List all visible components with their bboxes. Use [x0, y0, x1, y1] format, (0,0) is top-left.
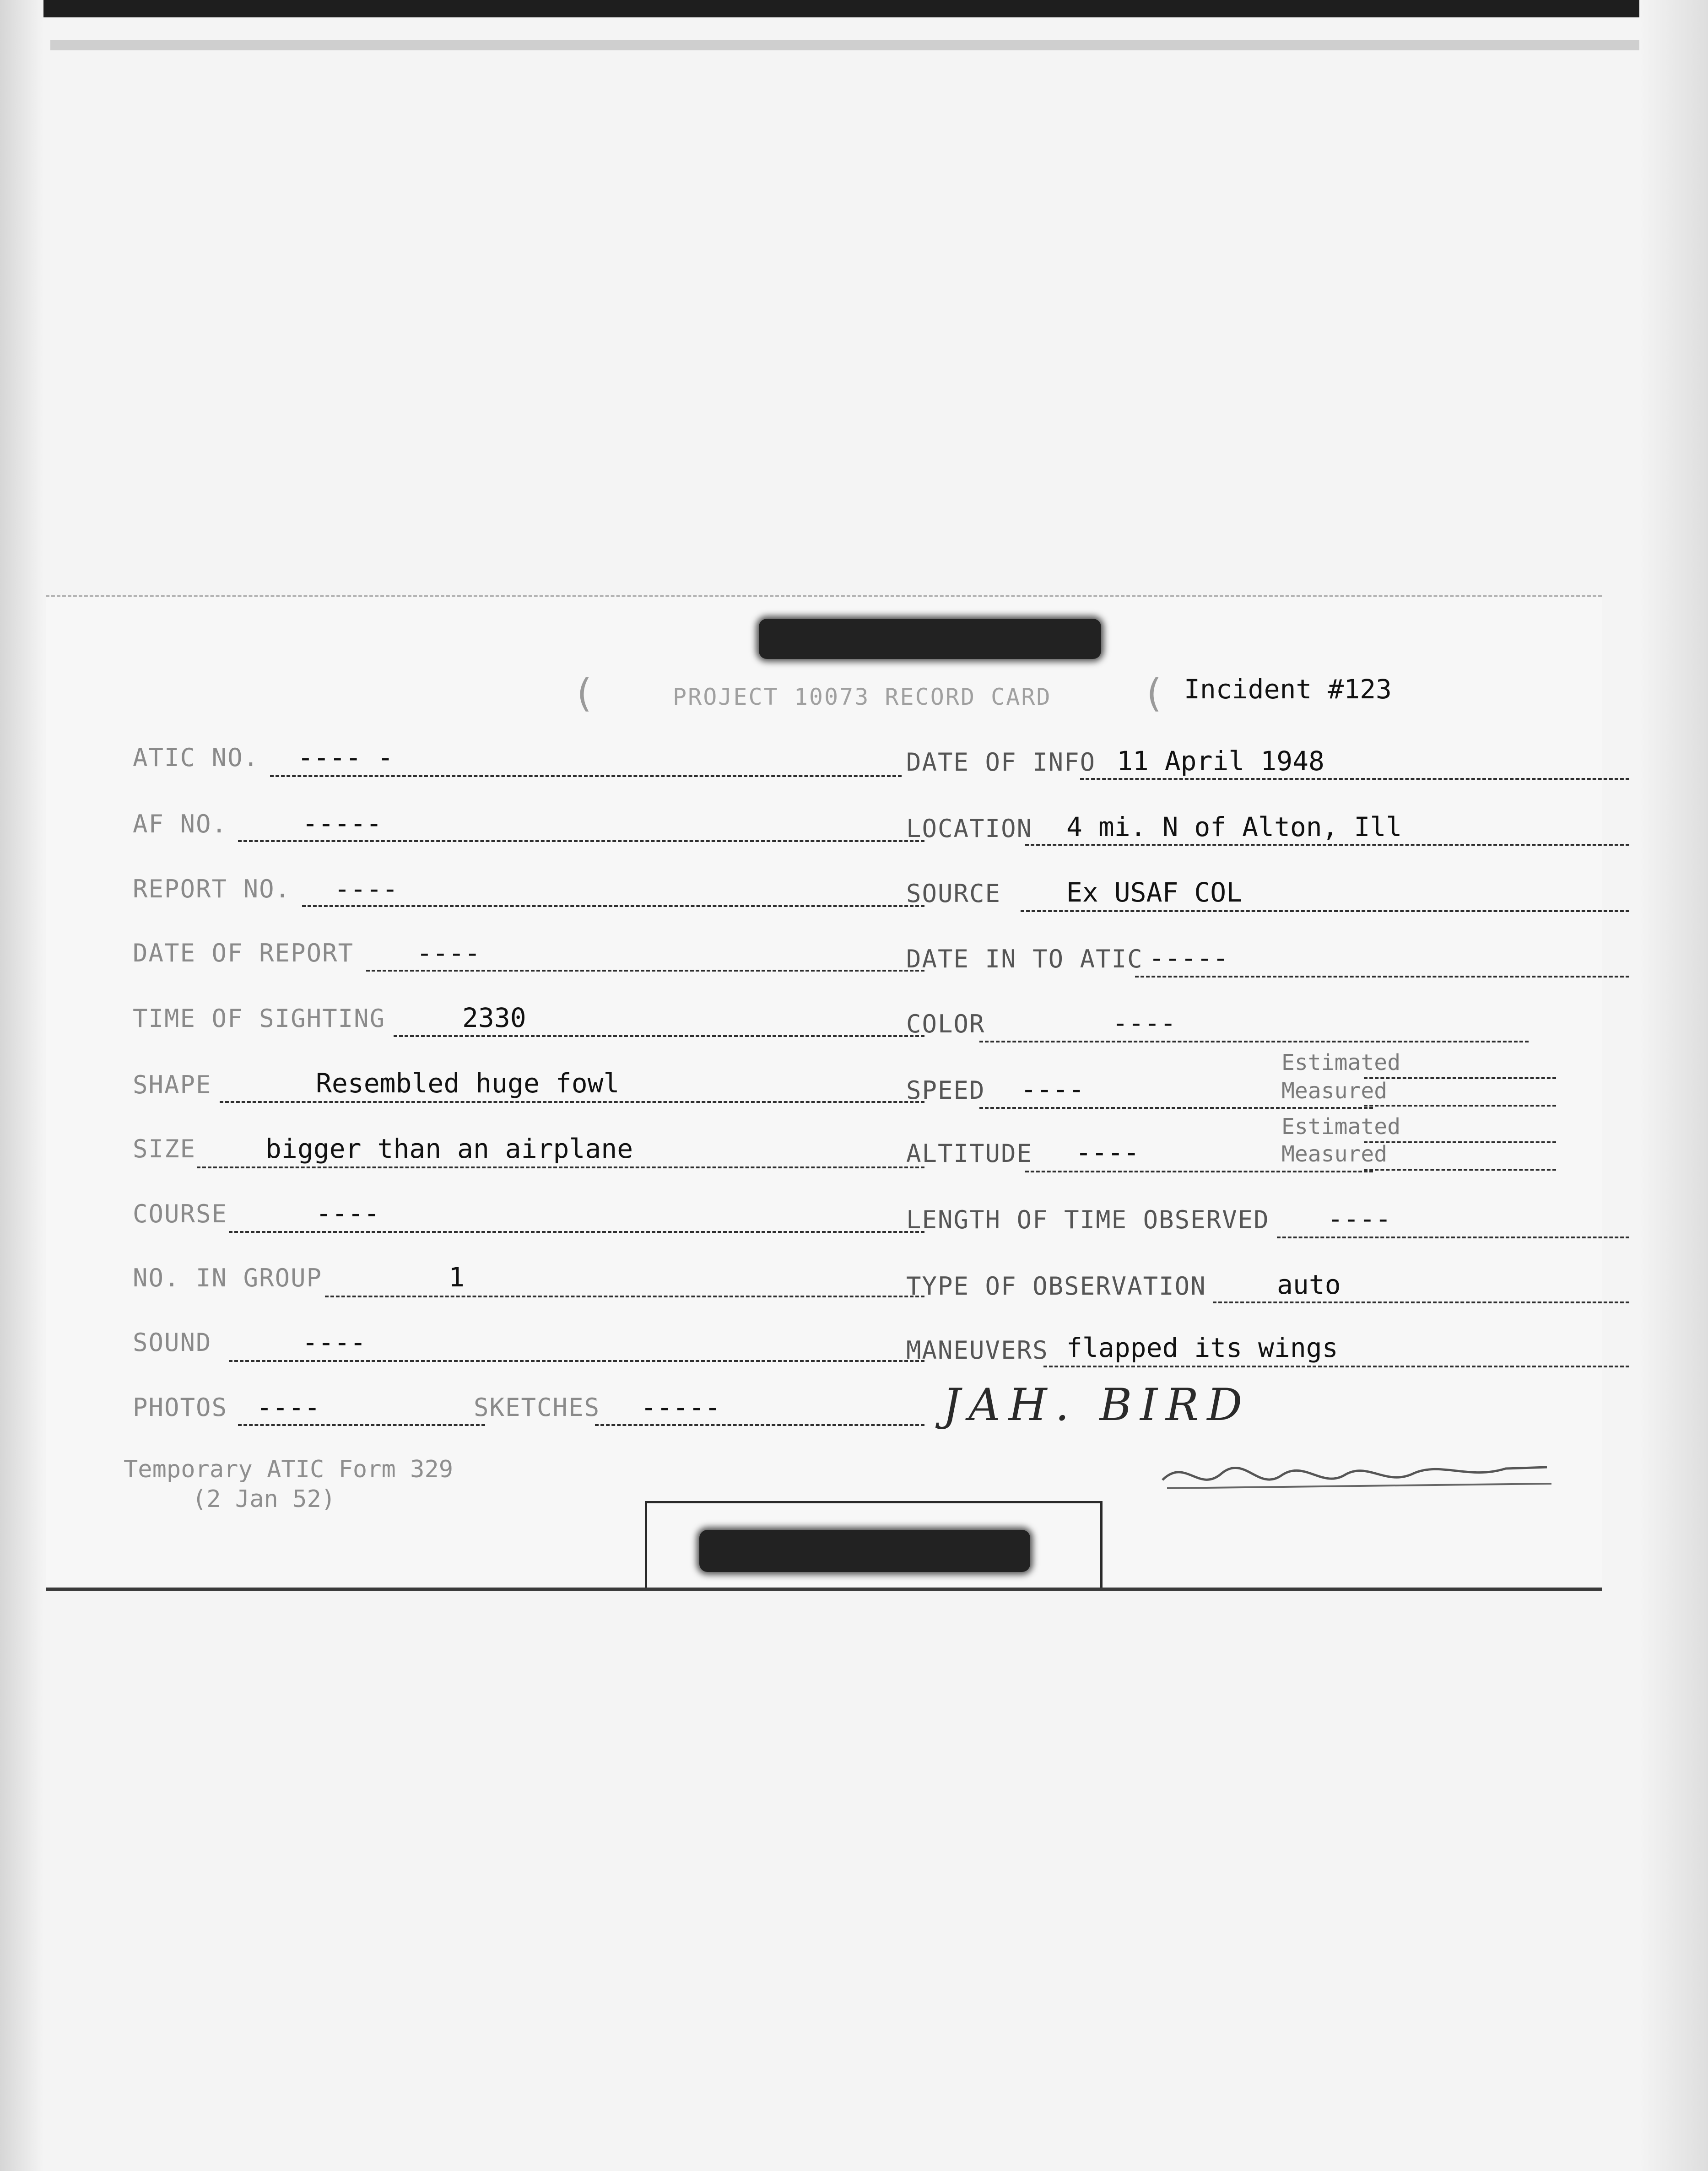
- open-paren: (: [572, 671, 595, 716]
- field-value: ----: [1021, 1074, 1085, 1105]
- field-label: COLOR: [906, 1010, 985, 1038]
- field-label: LOCATION: [906, 814, 1033, 843]
- field-value: Ex USAF COL: [1066, 877, 1243, 908]
- field-rule: [220, 1101, 924, 1103]
- option-rule: [1364, 1141, 1556, 1143]
- field-value: -----: [302, 808, 382, 839]
- field-rule: [1043, 1366, 1629, 1367]
- field-label: SKETCHES: [474, 1393, 600, 1422]
- field-rule: [1277, 1237, 1629, 1238]
- field-rule: [1213, 1302, 1629, 1303]
- field-rule: [1080, 778, 1629, 780]
- field-rule: [325, 1296, 924, 1297]
- field-value: -----: [641, 1392, 721, 1423]
- option-rule: [1364, 1077, 1556, 1079]
- field-label: LENGTH OF TIME OBSERVED: [906, 1205, 1270, 1234]
- option-rule: [1364, 1105, 1556, 1107]
- field-value: flapped its wings: [1066, 1332, 1338, 1363]
- speed-measured-option: Measured: [1281, 1078, 1388, 1104]
- field-value: ----: [316, 1198, 380, 1229]
- field-label: ATIC NO.: [133, 743, 259, 772]
- field-rule: [1135, 976, 1629, 977]
- field-rule: [979, 1107, 1373, 1109]
- speed-estimated-option: Estimated: [1281, 1050, 1401, 1075]
- field-rule: [270, 775, 902, 777]
- field-rule: [394, 1035, 924, 1037]
- field-value: 4 mi. N of Alton, Ill: [1066, 811, 1402, 842]
- field-label: COURSE: [133, 1199, 228, 1228]
- incident-number: Incident #123: [1184, 674, 1392, 705]
- field-rule: [366, 970, 924, 972]
- field-value: bigger than an airplane: [265, 1133, 633, 1164]
- signature-scribble: [1158, 1448, 1551, 1503]
- handwritten-note: JAH. BIRD: [943, 1379, 1251, 1431]
- page-top-edge: [0, 0, 1708, 17]
- page-left-shade: [0, 0, 43, 2171]
- field-label: TYPE OF OBSERVATION: [906, 1272, 1206, 1301]
- project-title: PROJECT 10073 RECORD CARD: [673, 684, 1052, 710]
- field-label: DATE OF INFO: [906, 748, 1096, 777]
- field-label: ALTITUDE: [906, 1139, 1033, 1168]
- record-card: [46, 595, 1602, 1591]
- field-value: Resembled huge fowl: [316, 1068, 620, 1099]
- form-date: (2 Jan 52): [192, 1485, 336, 1513]
- field-value: ----: [256, 1392, 320, 1423]
- field-label: DATE IN TO ATIC: [906, 945, 1143, 973]
- field-rule: [979, 1041, 1529, 1042]
- redaction-bar-bottom: [699, 1530, 1030, 1572]
- field-value: auto: [1277, 1269, 1341, 1300]
- field-rule: [302, 905, 924, 907]
- field-value: ----: [1327, 1203, 1391, 1234]
- field-rule: [229, 1360, 924, 1362]
- field-rule: [229, 1231, 924, 1233]
- field-label: PHOTOS: [133, 1393, 228, 1422]
- field-label: SPEED: [906, 1076, 985, 1105]
- field-value: ----: [334, 873, 398, 904]
- field-rule: [1025, 1171, 1373, 1172]
- page-right-shade: [1639, 0, 1708, 2171]
- field-label: REPORT NO.: [133, 875, 291, 903]
- option-rule: [1364, 1169, 1556, 1171]
- field-value: ----: [1112, 1007, 1176, 1038]
- field-label: NO. IN GROUP: [133, 1264, 323, 1292]
- field-value: 1: [449, 1262, 465, 1293]
- field-label: SOURCE: [906, 879, 1001, 908]
- field-value: ----: [302, 1327, 366, 1358]
- field-rule: [238, 1424, 485, 1426]
- close-paren: (: [1142, 671, 1165, 716]
- field-rule: [238, 840, 924, 842]
- field-rule: [595, 1424, 924, 1426]
- field-label: DATE OF REPORT: [133, 939, 354, 967]
- redaction-bar-top: [759, 619, 1101, 659]
- field-label: MANEUVERS: [906, 1336, 1049, 1365]
- page-top-shadow: [50, 40, 1652, 50]
- field-label: SIZE: [133, 1134, 196, 1163]
- field-label: SOUND: [133, 1328, 212, 1357]
- field-rule: [1021, 910, 1629, 912]
- field-value: ----: [416, 937, 481, 968]
- form-number: Temporary ATIC Form 329: [124, 1456, 454, 1483]
- field-label: SHAPE: [133, 1070, 212, 1099]
- field-label: TIME OF SIGHTING: [133, 1004, 386, 1033]
- field-label: AF NO.: [133, 810, 228, 838]
- altitude-measured-option: Measured: [1281, 1141, 1388, 1167]
- field-value: 11 April 1948: [1117, 745, 1324, 777]
- field-value: -----: [1149, 942, 1229, 973]
- field-value: ---- -: [297, 742, 394, 773]
- altitude-estimated-option: Estimated: [1281, 1114, 1401, 1140]
- field-value: 2330: [462, 1002, 526, 1033]
- field-rule: [1025, 844, 1629, 846]
- form-identifier: [124, 1455, 453, 1514]
- field-rule: [197, 1167, 924, 1168]
- field-value: ----: [1076, 1137, 1140, 1168]
